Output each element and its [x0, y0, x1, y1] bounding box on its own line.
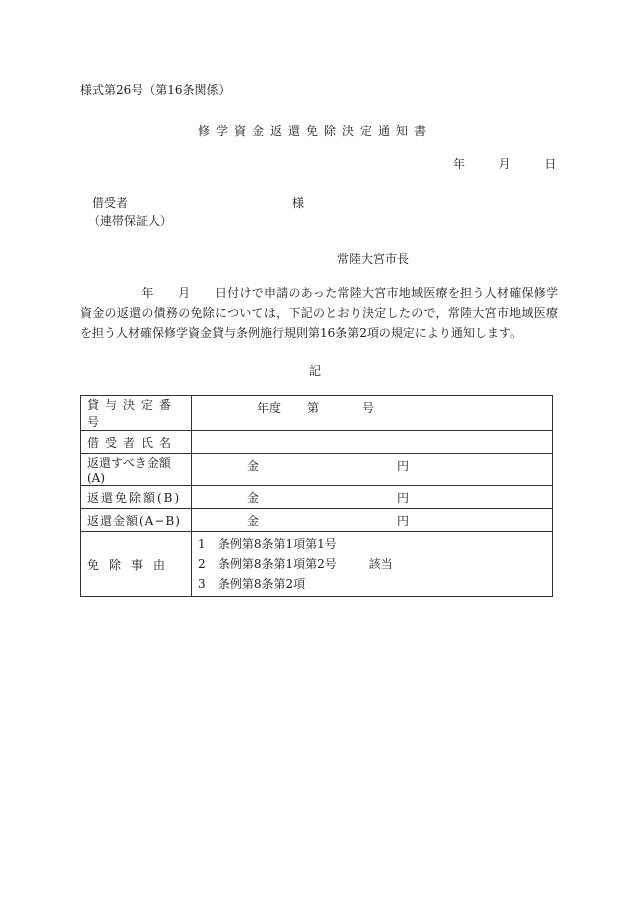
repay-amount-label: 返還すべき金額(A)	[81, 454, 192, 486]
reason-num: 1	[198, 537, 206, 551]
reason-num: 2	[198, 557, 206, 571]
reason-text: 条例第8条第1項第1号	[217, 537, 337, 551]
kin-text: 金	[247, 459, 260, 473]
reason-label-char: 免	[87, 557, 100, 572]
date-year: 年	[453, 157, 466, 171]
reason-label	[81, 532, 192, 597]
exempt-amount-value	[192, 486, 553, 509]
date-line	[453, 155, 556, 172]
list-item	[198, 554, 546, 574]
table-row	[81, 454, 553, 486]
reason-num: 3	[198, 577, 206, 591]
form-number: 様式第26号（第16条関係）	[80, 83, 231, 97]
ki-heading: 記	[308, 364, 321, 378]
borrower-line	[92, 194, 304, 211]
reason-text: 条例第8条第2項	[217, 577, 306, 591]
borrower-name-value	[192, 431, 553, 454]
kin-text: 金	[247, 491, 260, 505]
list-item	[198, 574, 546, 594]
yen-text: 円	[397, 459, 410, 473]
kin-text: 金	[247, 514, 260, 528]
loan-number-value	[192, 396, 553, 431]
return-amount-label: 返還金額(A−B)	[81, 509, 192, 532]
body-text: 年 月 日付けで申請のあった常陸大宮市地域医療を担う人材確保修学資金の返還の債務の免除については，下記のとおり決定したので，常陸大宮市地域医療を担う人材確保修学資金貸与条例施行規則第16条第2項の規定により通知します。	[80, 286, 558, 340]
yen-text: 円	[397, 514, 410, 528]
guarantor-label: （連帯保証人）	[88, 214, 173, 228]
go-text: 号	[362, 401, 375, 415]
reason-label-char: 由	[153, 557, 166, 572]
repay-amount-value	[192, 454, 553, 486]
table-row	[81, 431, 553, 454]
date-day: 日	[544, 157, 557, 171]
document-title: 修学資金返還免除決定通知書	[197, 124, 432, 138]
exempt-amount-label: 返還免除額(B)	[81, 486, 192, 509]
table-row	[81, 396, 553, 431]
loan-number-label: 貸与決定番号	[81, 396, 192, 431]
applies-text: 該当	[368, 557, 393, 571]
honorific: 様	[292, 196, 305, 210]
yen-text: 円	[397, 491, 410, 505]
info-table	[80, 395, 553, 597]
date-month: 月	[498, 157, 511, 171]
borrower-name-label: 借受者氏名	[81, 431, 192, 454]
issuer: 常陸大宮市長	[337, 252, 410, 266]
borrower-label: 借受者	[92, 196, 129, 210]
return-amount-value	[192, 509, 553, 532]
table-row	[81, 532, 553, 597]
list-item	[198, 534, 546, 554]
reason-text: 条例第8条第1項第2号	[217, 557, 337, 571]
reason-list	[192, 532, 553, 597]
reason-label-char: 事	[131, 557, 144, 572]
nendo-text: 年度	[257, 401, 282, 415]
dai-text: 第	[307, 401, 320, 415]
table-row	[81, 509, 553, 532]
table-row	[81, 486, 553, 509]
reason-label-char: 除	[109, 557, 122, 572]
